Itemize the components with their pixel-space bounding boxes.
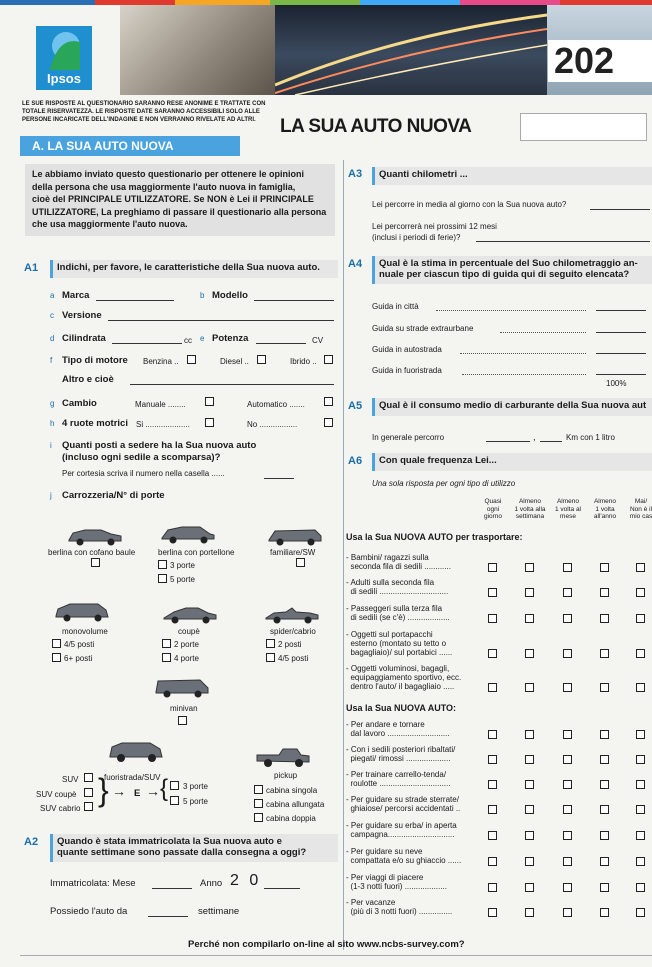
suv-bracket: }: [98, 772, 109, 808]
a6-row-label: - Per guidare su neve compattata e/o su ghiaccio ......: [346, 847, 462, 865]
a1-question: Indichi, per favore, le caratteristiche della Sua nuova auto.: [50, 260, 338, 278]
a6-answer-checkbox[interactable]: [563, 805, 572, 814]
a6-answer-checkbox[interactable]: [525, 883, 534, 892]
a3-q2: Lei percorrerà nei prossimi 12 mesi (inclusi i periodi di ferie)?: [372, 222, 497, 242]
no-checkbox[interactable]: [324, 418, 333, 427]
footer-text: Perché non compilarlo on-line al sito www.ncbs-survey.com?: [188, 939, 465, 950]
minivan-car-icon: [152, 676, 212, 698]
a2-number: A2: [24, 836, 39, 848]
altro-field[interactable]: [130, 384, 334, 385]
a4-question: Qual è la stima in percentuale del Suo chilometraggio an- nuale per ciascun tipo di guida qui di seguito elencata?: [372, 256, 652, 284]
arrow-icon-2: →: [146, 783, 160, 799]
a4-citta-dots: [436, 310, 586, 311]
a6-question: Con quale frequenza Lei...: [372, 453, 652, 471]
arrow-icon-1: →: [112, 783, 126, 799]
marca-field[interactable]: [96, 300, 174, 301]
tipo-motore-label: Tipo di motore: [62, 355, 128, 366]
familiare-label: familiare/SW: [270, 548, 316, 557]
a6-answer-checkbox[interactable]: [488, 588, 497, 597]
a1-number: A1: [24, 262, 39, 274]
posti45b-label: 4/5 posti: [278, 654, 309, 663]
a6-row-label: - Per vacanze (più di 3 notti fuori) ...............: [346, 898, 453, 916]
posti45-checkbox[interactable]: [52, 639, 61, 648]
a4-fuoristrada-dots: [462, 374, 586, 375]
a6-answer-checkbox[interactable]: [563, 614, 572, 623]
suv-coupe-checkbox[interactable]: [84, 788, 93, 797]
porte5-label: 5 porte: [170, 575, 195, 584]
a6-answer-checkbox[interactable]: [488, 857, 497, 866]
monovolume-label: monovolume: [62, 627, 108, 636]
a6-answer-checkbox[interactable]: [488, 683, 497, 692]
road-lights-graphic: [275, 5, 547, 95]
a6-row-label: - Passeggeri sulla terza fila di sedili (se c'è) ...................: [346, 604, 450, 622]
a6-col-header: Almeno 1 volta al mese: [554, 498, 582, 520]
potenza-field[interactable]: [256, 343, 306, 344]
letter-g: g: [50, 399, 55, 408]
ruote-label: 4 ruote motrici: [62, 418, 128, 429]
altro-label: Altro e cioè: [62, 374, 114, 385]
familiare-checkbox[interactable]: [296, 558, 305, 567]
a6-answer-checkbox[interactable]: [636, 588, 645, 597]
minivan-checkbox[interactable]: [178, 716, 187, 725]
suv-porte5-checkbox[interactable]: [170, 796, 179, 805]
title-name-box[interactable]: [520, 113, 647, 141]
ipsos-logo-text: Ipsos: [47, 71, 81, 86]
versione-field[interactable]: [108, 320, 334, 321]
marca-label: Marca: [62, 290, 90, 301]
a6-row-label: - Per guidare su erba/ in aperta campagna..............................: [346, 821, 457, 839]
header-photo-road: [275, 5, 547, 95]
a6-answer-checkbox[interactable]: [600, 730, 609, 739]
a6-answer-checkbox[interactable]: [488, 730, 497, 739]
a6-row-label: - Per trainare carrello-tenda/ roulotte ................................: [346, 770, 451, 788]
manuale-checkbox[interactable]: [205, 397, 214, 406]
a6-number: A6: [348, 455, 363, 467]
diesel-label: Diesel ..: [220, 357, 249, 366]
settimane-label: settimane: [198, 906, 240, 917]
a6-answer-checkbox[interactable]: [488, 649, 497, 658]
cab-allungata-label: cabina allungata: [266, 800, 325, 809]
posti45-label: 4/5 posti: [64, 640, 95, 649]
a6-answer-checkbox[interactable]: [600, 755, 609, 764]
cab-doppia-checkbox[interactable]: [254, 813, 263, 822]
a6-answer-checkbox[interactable]: [636, 831, 645, 840]
ipsos-logo-head-icon: [36, 26, 92, 70]
a6-answer-checkbox[interactable]: [525, 563, 534, 572]
suv-bracket-2: {: [160, 775, 169, 802]
letter-j: j: [50, 491, 52, 500]
a3-question: Quanti chilometri ...: [372, 167, 652, 185]
a6-answer-checkbox[interactable]: [563, 683, 572, 692]
a6-answer-checkbox[interactable]: [563, 780, 572, 789]
a6-answer-checkbox[interactable]: [525, 755, 534, 764]
a3-q1-field[interactable]: [590, 209, 650, 210]
mese-field[interactable]: [152, 888, 192, 889]
a6-answer-checkbox[interactable]: [600, 780, 609, 789]
a6-answer-checkbox[interactable]: [563, 563, 572, 572]
cab-singola-label: cabina singola: [266, 786, 318, 795]
a6-answer-checkbox[interactable]: [563, 649, 572, 658]
berlina-cofano-car-icon: [65, 524, 125, 546]
intro-box: Le abbiamo inviato questo questionario per ottenere le opinioni della persona che usa maggiormente l'auto nuova in famiglia, cioè del PRINCIPALE UTILIZZATORE. Se NON è Lei il PRINCIPALE UTILIZZATORE, La preghiamo di passare il questionario alla persona che usa maggiormente l'auto nuova.: [25, 164, 335, 236]
a6-answer-checkbox[interactable]: [636, 805, 645, 814]
a5-dec-field[interactable]: [540, 441, 562, 442]
automatico-checkbox[interactable]: [324, 397, 333, 406]
a4-autostrada-dots: [460, 353, 586, 354]
a6-answer-checkbox[interactable]: [488, 805, 497, 814]
ibrido-checkbox[interactable]: [324, 355, 333, 364]
a6-answer-checkbox[interactable]: [488, 614, 497, 623]
a6-answer-checkbox[interactable]: [563, 755, 572, 764]
a6-answer-checkbox[interactable]: [636, 883, 645, 892]
suv-porte3-checkbox[interactable]: [170, 781, 179, 790]
a6-col-header: Mai/ Non è il mio cas: [629, 498, 652, 520]
letter-h: h: [50, 419, 55, 428]
suv-cabrio-checkbox[interactable]: [84, 802, 93, 811]
a6-answer-checkbox[interactable]: [525, 683, 534, 692]
a6-row-label: - Con i sedili posteriori ribaltati/ piegati/ rimossi ....................: [346, 745, 456, 763]
a6-row-label: - Per guidare su strade sterrate/ ghiaiose/ percorsi accidentati ..: [346, 795, 461, 813]
a6-answer-checkbox[interactable]: [600, 831, 609, 840]
letter-e: e: [200, 334, 205, 343]
posti2-checkbox[interactable]: [266, 639, 275, 648]
versione-label: Versione: [62, 310, 102, 321]
possiede-label: Possiedo l'auto da: [50, 906, 128, 917]
cv-unit: CV: [312, 336, 324, 345]
a6-group-title: Usa la Sua NUOVA AUTO per trasportare:: [346, 532, 523, 542]
familiare-car-icon: [265, 524, 325, 546]
a5-line-label: In generale percorro: [372, 433, 445, 442]
modello-label: Modello: [212, 290, 248, 301]
a6-answer-checkbox[interactable]: [600, 563, 609, 572]
letter-i: i: [50, 441, 52, 450]
carrozzeria-label: Carrozzeria/N° di porte: [62, 490, 165, 501]
bottom-rule: [20, 955, 652, 956]
diesel-checkbox[interactable]: [257, 355, 266, 364]
porte5-checkbox[interactable]: [158, 574, 167, 583]
cc-unit: cc: [184, 336, 192, 345]
a6-answer-checkbox[interactable]: [600, 649, 609, 658]
a6-answer-checkbox[interactable]: [563, 908, 572, 917]
suv-porte3-label: 3 porte: [183, 782, 208, 791]
cab-allungata-checkbox[interactable]: [254, 799, 263, 808]
ipsos-logo: [36, 26, 92, 90]
a5-number: A5: [348, 400, 363, 412]
a5-question: Qual è il consumo medio di carburante della Sua nuova aut: [372, 398, 652, 416]
a3-q1: Lei percorre in media al giorno con la Sua nuova auto?: [372, 200, 567, 209]
a4-item-extraurbane: Guida su strade extraurbane: [372, 324, 474, 333]
a6-col-header: Almeno 1 volta all'anno: [593, 498, 617, 520]
a6-answer-checkbox[interactable]: [600, 683, 609, 692]
cilindrata-field[interactable]: [112, 343, 182, 344]
a6-answer-checkbox[interactable]: [525, 614, 534, 623]
modello-field[interactable]: [254, 300, 334, 301]
a4-extraurbane-field[interactable]: [596, 332, 646, 333]
spider-label: spider/cabrio: [270, 627, 316, 636]
a3-number: A3: [348, 168, 363, 180]
fuoristrada-car-icon: [106, 740, 166, 762]
benzina-label: Benzina ..: [143, 357, 179, 366]
suv-coupe-label: SUV coupè: [36, 790, 77, 799]
posti6-label: 6+ posti: [64, 654, 93, 663]
header-photo-writing: [120, 5, 275, 95]
a6-answer-checkbox[interactable]: [488, 908, 497, 917]
berlina-portellone-label: berlina con portellone: [158, 548, 235, 557]
a6-row-label: - Oggetti voluminosi, bagagli, equipaggiamento sportivo, ecc. dentro l'auto/ il bagagliaio .....: [346, 664, 462, 691]
a6-answer-checkbox[interactable]: [636, 755, 645, 764]
a6-group-title: Usa la Sua NUOVA AUTO:: [346, 703, 457, 713]
a6-answer-checkbox[interactable]: [600, 614, 609, 623]
a5-int-field[interactable]: [486, 441, 530, 442]
a6-answer-checkbox[interactable]: [636, 649, 645, 658]
a6-answer-checkbox[interactable]: [600, 908, 609, 917]
anno-value: 2 0: [230, 872, 262, 889]
a6-answer-checkbox[interactable]: [563, 857, 572, 866]
letter-a: a: [50, 291, 55, 300]
a6-answer-checkbox[interactable]: [488, 755, 497, 764]
si-label: Si ....................: [136, 420, 190, 429]
a6-answer-checkbox[interactable]: [525, 831, 534, 840]
a6-row-label: - Per andare e tornare dal lavoro ............................: [346, 720, 450, 738]
a4-item-citta: Guida in città: [372, 302, 419, 311]
automatico-label: Automatico .......: [247, 400, 305, 409]
monovolume-car-icon: [52, 600, 112, 622]
posti-question: Quanti posti a sedere ha la Sua nuova auto (incluso ogni sedile a scomparsa)?: [62, 440, 257, 463]
a4-fuoristrada-field[interactable]: [596, 374, 646, 375]
porte4-label: 4 porte: [174, 654, 199, 663]
cab-singola-checkbox[interactable]: [254, 785, 263, 794]
immatricolata-label: Immatricolata: Mese: [50, 878, 136, 889]
a6-answer-checkbox[interactable]: [563, 831, 572, 840]
a6-answer-checkbox[interactable]: [525, 908, 534, 917]
disclaimer: LE SUE RISPOSTE AL QUESTIONARIO SARANNO RESE ANONIME E TRATTATE CON TOTALE RISERVATEZZA. LE RISPOSTE DATE SARANNO ACCESSIBILI SOLO ALLE PERSONE INCARICATE DELL'INDAGINE E NON VERRANNO RIVELATE AD ALTRI.: [22, 101, 266, 123]
a6-answer-checkbox[interactable]: [563, 730, 572, 739]
posti-field[interactable]: [264, 478, 294, 479]
suv-checkbox[interactable]: [84, 773, 93, 782]
year-badge: [548, 40, 652, 82]
berlina-portellone-car-icon: [158, 522, 218, 544]
anno-field[interactable]: [264, 888, 300, 889]
a4-item-fuoristrada: Guida in fuoristrada: [372, 366, 442, 375]
minivan-label: minivan: [170, 704, 198, 713]
porte2-label: 2 porte: [174, 640, 199, 649]
a6-answer-checkbox[interactable]: [525, 649, 534, 658]
a4-extraurbane-dots: [500, 332, 586, 333]
a6-answer-checkbox[interactable]: [600, 883, 609, 892]
a6-answer-checkbox[interactable]: [636, 683, 645, 692]
a6-answer-checkbox[interactable]: [525, 805, 534, 814]
porte2-checkbox[interactable]: [162, 639, 171, 648]
a6-answer-checkbox[interactable]: [525, 730, 534, 739]
letter-f: f: [50, 356, 53, 365]
a6-row-label: - Bambini/ ragazzi sulla seconda fila di sedili ............: [346, 553, 451, 571]
a6-answer-checkbox[interactable]: [563, 588, 572, 597]
ibrido-label: Ibrido ..: [290, 357, 317, 366]
a6-answer-checkbox[interactable]: [488, 780, 497, 789]
a4-autostrada-field[interactable]: [596, 353, 646, 354]
pickup-car-icon: [253, 745, 313, 767]
letter-c: c: [50, 311, 54, 320]
suv-porte5-label: 5 porte: [183, 797, 208, 806]
section-a-header: [20, 136, 240, 156]
posti2-label: 2 posti: [278, 640, 302, 649]
porte4-checkbox[interactable]: [162, 653, 171, 662]
berlina-cofano-label: berlina con cofano baule: [48, 548, 136, 557]
a6-answer-checkbox[interactable]: [525, 857, 534, 866]
a6-answer-checkbox[interactable]: [600, 588, 609, 597]
porte3-checkbox[interactable]: [158, 560, 167, 569]
a6-answer-checkbox[interactable]: [488, 831, 497, 840]
a4-total: 100%: [606, 379, 627, 388]
a3-q2-field[interactable]: [476, 241, 650, 242]
a6-answer-checkbox[interactable]: [636, 563, 645, 572]
a6-answer-checkbox[interactable]: [525, 780, 534, 789]
a6-row-label: - Per viaggi di piacere (1-3 notti fuori) ...................: [346, 873, 447, 891]
a2-question: Quando è stata immatricolata la Sua nuova auto e quante settimane sono passate dalla consegna a oggi?: [50, 834, 338, 862]
manuale-label: Manuale ........: [135, 400, 186, 409]
suv-cabrio-label: SUV cabrio: [40, 804, 81, 813]
a5-comma: ,: [533, 432, 536, 443]
a4-number: A4: [348, 258, 363, 270]
page-title: LA SUA AUTO NUOVA: [280, 116, 472, 137]
posti-note: Per cortesia scriva il numero nella casella ......: [62, 469, 225, 478]
a6-note: Una sola risposta per ogni tipo di utilizzo: [372, 479, 516, 488]
si-checkbox[interactable]: [205, 418, 214, 427]
posti6-checkbox[interactable]: [52, 653, 61, 662]
a6-answer-checkbox[interactable]: [636, 908, 645, 917]
pickup-label: pickup: [274, 771, 298, 780]
cambio-label: Cambio: [62, 398, 97, 409]
column-divider: [343, 160, 344, 950]
a4-citta-field[interactable]: [596, 310, 646, 311]
a6-answer-checkbox[interactable]: [488, 883, 497, 892]
berlina-cofano-checkbox[interactable]: [91, 558, 100, 567]
cilindrata-label: Cilindrata: [62, 333, 106, 344]
a5-km-label: Km con 1 litro: [566, 433, 615, 442]
a6-row-label: - Adulti sulla seconda fila di sedili ...............................: [346, 578, 449, 596]
a6-row-label: - Oggetti sul portapacchi esterno (montato su tetto o bagagliaio)/ sul portabici ......: [346, 630, 453, 657]
no-label: No .................: [247, 420, 298, 429]
fuoristrada-label: fuoristrada/SUV: [104, 773, 161, 782]
cab-doppia-label: cabina doppia: [266, 814, 316, 823]
a6-answer-checkbox[interactable]: [488, 563, 497, 572]
a6-answer-checkbox[interactable]: [600, 857, 609, 866]
coupe-label: coupè: [178, 627, 200, 636]
a6-col-header: Quasi ogni giorno: [483, 498, 503, 520]
a6-answer-checkbox[interactable]: [636, 857, 645, 866]
suv-label: SUV: [62, 775, 79, 784]
e-label: E: [134, 788, 141, 799]
year-text: 202: [554, 40, 615, 81]
porte3-label: 3 porte: [170, 561, 195, 570]
settimane-field[interactable]: [148, 916, 188, 917]
letter-d: d: [50, 334, 55, 343]
a6-answer-checkbox[interactable]: [636, 614, 645, 623]
spider-car-icon: [262, 602, 322, 624]
a6-answer-checkbox[interactable]: [636, 780, 645, 789]
posti45b-checkbox[interactable]: [266, 653, 275, 662]
a6-answer-checkbox[interactable]: [563, 883, 572, 892]
a6-answer-checkbox[interactable]: [636, 730, 645, 739]
potenza-label: Potenza: [212, 333, 249, 344]
letter-b: b: [200, 291, 205, 300]
a6-answer-checkbox[interactable]: [525, 588, 534, 597]
a6-answer-checkbox[interactable]: [600, 805, 609, 814]
a4-item-autostrada: Guida in autostrada: [372, 345, 442, 354]
a6-col-header: Almeno 1 volta alla settimana: [514, 498, 546, 520]
section-a-title: A. LA SUA AUTO NUOVA: [32, 139, 174, 153]
anno-label: Anno: [200, 878, 223, 889]
coupe-car-icon: [160, 602, 220, 624]
benzina-checkbox[interactable]: [187, 355, 196, 364]
